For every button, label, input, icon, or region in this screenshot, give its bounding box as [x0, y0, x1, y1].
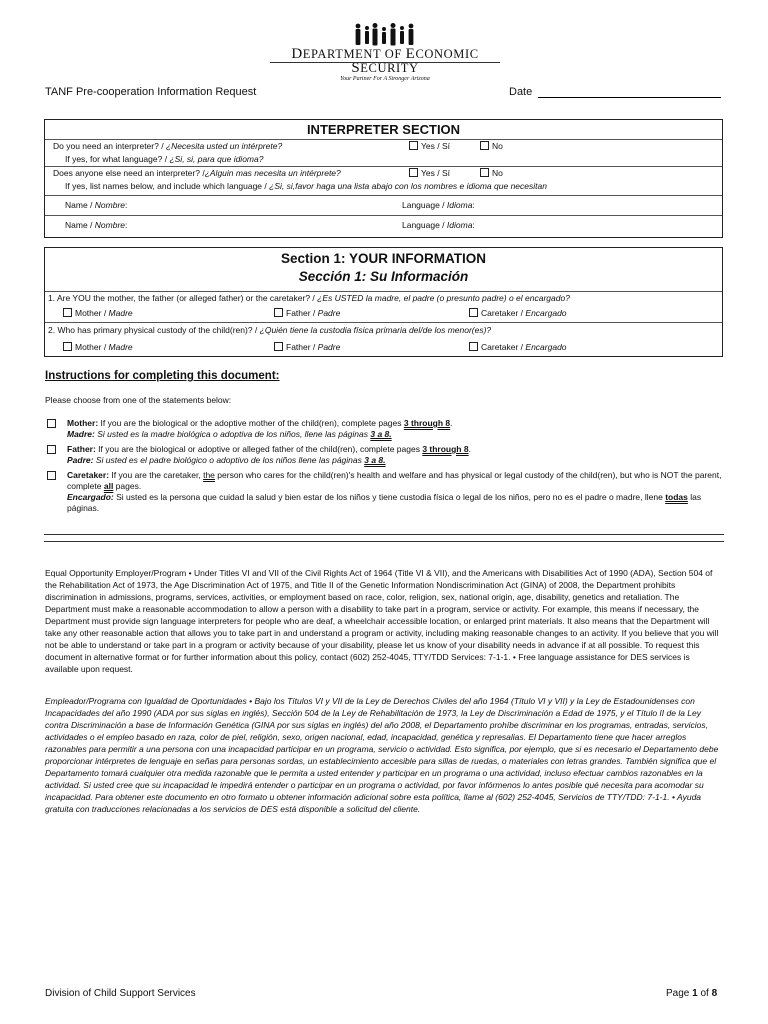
department-name: DEPARTMENT OF ECONOMIC SECURITY — [291, 46, 479, 76]
instructions-choose: Please choose from one of the statements below: — [45, 395, 232, 405]
eeo-spanish: Empleador/Programa con Igualdad de Oportunidades • Bajo los Títulos VI y VII de la Ley de Derechos Civiles del año 1964 (Título VI y VII) y la Ley de Estadounidenses con Incapacidades del año 1990 (ADA por sus siglas en inglés), Sección 504 de la Ley de Rehabilitación de 1973, la Ley de Discriminación a Edad de 1975, y el Título II de la Ley contra Discriminación a base de Información Genética (GINA por sus siglas en inglés) del año 2008, el Departamento prohíbe discriminar en los programas, entradas, servicios, actividades o el empleo basado en raza, color de piel, religión, sexo, origen nacional, edad, incapacidad, genética y represalias. El Departamento tiene que hacer arreglos razonables para permitir a una persona con una incapacidad participar en un programa, servicio o actividad. Esto significa, por ejemplo, que si es necesario el Departamento debe proporcionar intérpretes de lenguaje en señas para personas sordas, un establecimiento accesible para sillas de ruedas, o materiales con letras grandes. También significa que el Departamento tomará cualquier otra medida razonable que le permita a usted entender y participar en un programa o una actividad, incluso efectuar cambios razonables en la actividad. Si usted cree que su incapacidad le impedirá entender o participar en un programa o actividad, por favor infórmenos lo antes posible qué necesita para acomodar su incapacidad. Para obtener este documento en otro formato u obtener información adicional sobre esta política, llame al (602) 252-4045, Servicios de TTY/TDD: 7-1-1. • Ayuda gratuita con traducciones relacionadas a los servicios de DES está disponible a solicitud del cliente. — [45, 696, 719, 814]
q2-mother-checkbox[interactable] — [63, 342, 72, 351]
q1-mother-checkbox[interactable] — [63, 308, 72, 317]
caretaker-statement-checkbox[interactable] — [47, 471, 56, 480]
father-statement-checkbox[interactable] — [47, 445, 56, 454]
language-field-2[interactable]: Language / Idioma: — [402, 220, 475, 230]
interpreter-q2-follow: If yes, list names below, and include which language / ¿Si, si,favor haga una lista abajo con los nombres e idioma que necesitan — [65, 181, 547, 191]
name-field-1[interactable]: Name / Nombre: — [65, 200, 128, 210]
mother-statement: Mother: If you are the biological or the adoptive mother of the child(ren), complete pages 3 through 8. Madre: Si usted es la madre biológica o adoptiva de los niños, llene las páginas 3 a 8. — [67, 418, 453, 439]
section1-q1: 1. Are YOU the mother, the father (or alleged father) or the caretaker? / ¿Es USTED la madre, el padre (o presunto padre) o el encargado? — [48, 293, 570, 303]
interpreter-q1-follow: If yes, for what language? / ¿Si, si, para que idioma? — [65, 154, 264, 164]
tagline: Your Partner For A Stronger Arizona — [340, 76, 430, 82]
logo-divider — [270, 62, 500, 63]
family-figures-icon — [353, 22, 417, 46]
page-number: Page 1 of 8 — [666, 988, 718, 999]
q1-caretaker-checkbox[interactable] — [469, 308, 478, 317]
interpreter-q1: Do you need an interpreter? / ¿Necesita usted un intérprete? — [53, 141, 283, 151]
section1-your-information: Section 1: YOUR INFORMATION Sección 1: Su Información 1. Are YOU the mother, the father (or alleged father) or the caretaker? / ¿Es USTED la madre, el padre (o presunto padre) o el encargado? Mother / Madre Father / Padre Caretaker / Encargado 2. Who has primary physical custody of the child(ren)? / ¿Quién tiene la custodia física primaria del/de los menor(es)? Mother / Madre Father / Padre Caretaker / Encargado — [44, 247, 723, 357]
eeo-english: Equal Opportunity Employer/Program • Under Titles VI and VII of the Civil Rights Act of 1964 (Title VI & VII), and the Americans with Disabilities Act of 1990 (ADA), Section 504 of the Rehabilitation Act of 1973, the Age Discrimination Act of 1975, and Title II of the Genetic Information Nondiscrimination Act (GINA) of 2008, the Department prohibits discrimination in admissions, programs, services, activities, or employment based on race, color, religion, sex, national origin, age, disability, genetics and retaliation. The Department must make a reasonable accommodation to allow a person with a disability to take part in a program, service or activity. For example, this means if necessary, the Department must provide sign language interpreters for people who are deaf, a wheelchair accessible location, or enlarged print materials. It also means that the Department will take any other reasonable action that allows you to take part in and understand a program or activity, including making reasonable changes to an activity. If you believe that you will not be able to understand or take part in a program or activity because of your disability, please let us know of your disability needs in advance if at all possible. To request this document in alternative format or for further information about this policy, contact (602) 252-4045, TTY/TDD Services: 7-1-1. • Free language assistance for DES services is available upon request. — [45, 568, 719, 674]
language-field-1[interactable]: Language / Idioma: — [402, 200, 475, 210]
footer-division: Division of Child Support Services — [45, 988, 196, 999]
interpreter-q2: Does anyone else need an interpreter? /¿Alguin mas necesita un intérprete? — [53, 168, 341, 178]
mother-statement-checkbox[interactable] — [47, 419, 56, 428]
form-title: TANF Pre-cooperation Information Request — [45, 86, 257, 98]
interpreter-section: INTERPRETER SECTION Do you need an interpreter? / ¿Necesita usted un intérprete? Yes / Sí No If yes, for what language? / ¿Si, si, para que idioma? Does anyone else need an interpreter? /¿Alguin mas necesita un intérprete? Yes / Sí No If yes, list names below, and include which language / ¿Si, si,favor haga una lista abajo con los nombres e idioma que necesitan Name / Nombre: Language / Idioma: Name / Nombre: Language / Idioma: — [44, 119, 723, 238]
caretaker-statement: Caretaker: If you are the caretaker, the person who cares for the child(ren)'s health and welfare and has physical or legal custody of the child(ren), but who is NOT the parent, complete all pages. Encargado: Si usted es la persona que cuidad la salud y bien estar de los niños y tiene custodia física o legal de los niños, pero no es el padre o madre, llene todas las páginas. — [67, 470, 722, 513]
other-interpreter-no-checkbox[interactable] — [480, 168, 489, 177]
interpreter-title: INTERPRETER SECTION — [306, 122, 461, 137]
father-statement: Father: If you are the biological or adoptive or alleged father of the child(ren), complete pages 3 through 8. Padre: Si usted es el padre biológico o adoptivo de los niños llene las páginas 3 a 8. — [67, 444, 471, 465]
q1-father-checkbox[interactable] — [274, 308, 283, 317]
other-interpreter-yes-checkbox[interactable] — [409, 168, 418, 177]
date-field[interactable] — [538, 97, 721, 98]
divider-line-2 — [44, 541, 724, 542]
q2-father-checkbox[interactable] — [274, 342, 283, 351]
des-logo — [270, 22, 500, 82]
instructions-heading: Instructions for completing this document: — [45, 370, 280, 382]
q2-caretaker-checkbox[interactable] — [469, 342, 478, 351]
section1-q2: 2. Who has primary physical custody of the child(ren)? / ¿Quién tiene la custodia física primaria del/de los menor(es)? — [48, 325, 492, 335]
section1-title: Section 1: YOUR INFORMATION — [280, 251, 486, 266]
interpreter-yes-checkbox[interactable] — [409, 141, 418, 150]
interpreter-no-checkbox[interactable] — [480, 141, 489, 150]
name-field-2[interactable]: Name / Nombre: — [65, 220, 128, 230]
divider-line-1 — [44, 534, 724, 535]
section1-subtitle: Sección 1: Su Información — [298, 269, 469, 284]
date-label: Date — [509, 86, 533, 98]
